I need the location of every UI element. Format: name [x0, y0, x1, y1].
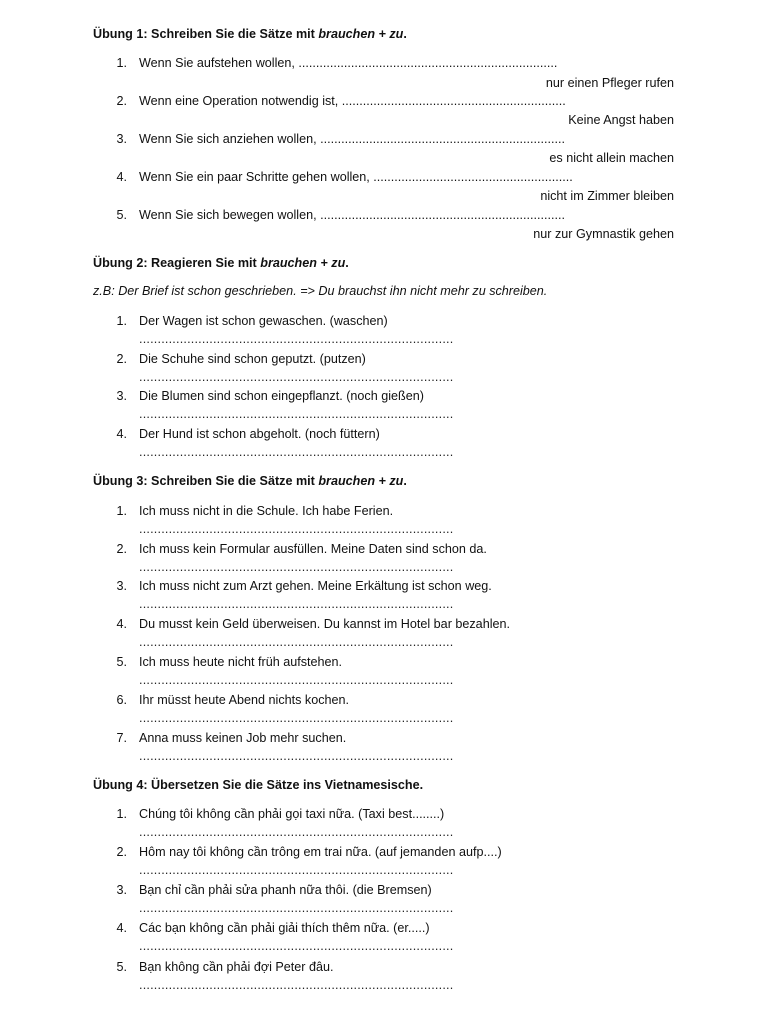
- item-number: 2.: [116, 352, 127, 366]
- item-number: 2.: [116, 542, 127, 556]
- exercise-1-hint: nur einen Pfleger rufen: [545, 76, 674, 90]
- item-number: 2.: [116, 94, 127, 108]
- exercise-2-sentence: Die Schuhe sind schon geputzt. (putzen): [139, 352, 366, 366]
- answer-line[interactable]: .....................................................................................: [139, 332, 454, 346]
- answer-line[interactable]: .....................................................................................: [139, 939, 454, 953]
- exercise-3-sentence: Du musst kein Geld überweisen. Du kannst im Hotel bar bezahlen.: [139, 617, 510, 631]
- answer-line[interactable]: .....................................................................................: [139, 407, 454, 421]
- exercise-2-example: z.B: Der Brief ist schon geschrieben. => Du brauchst ihn nicht mehr zu schreiben.: [93, 284, 548, 298]
- answer-line[interactable]: .....................................................................................: [139, 711, 454, 725]
- exercise-1-sentence: Wenn Sie sich bewegen wollen, ......................................................................: [139, 208, 566, 222]
- answer-line[interactable]: .....................................................................................: [139, 863, 454, 877]
- exercise-2-sentence: Der Hund ist schon abgeholt. (noch füttern): [139, 427, 380, 441]
- answer-line[interactable]: .....................................................................................: [139, 978, 454, 992]
- item-number: 4.: [116, 427, 127, 441]
- exercise-3-sentence: Ihr müsst heute Abend nichts kochen.: [139, 693, 350, 707]
- item-number: 6.: [116, 693, 127, 707]
- exercise-3-sentence: Ich muss kein Formular ausfüllen. Meine Daten sind schon da.: [139, 542, 487, 556]
- item-number: 3.: [116, 389, 127, 403]
- exercise-1-hint: Keine Angst haben: [568, 113, 674, 127]
- exercise-4-title: Übung 4: Übersetzen Sie die Sätze ins Vietnamesische.: [93, 778, 424, 792]
- exercise-2-sentence: Die Blumen sind schon eingepflanzt. (noch gießen): [139, 389, 424, 403]
- exercise-1-sentence: Wenn Sie aufstehen wollen, ..........................................................................: [139, 56, 558, 70]
- exercise-1-sentence: Wenn Sie sich anziehen wollen, ......................................................................: [139, 132, 566, 146]
- exercise-1-hint: es nicht allein machen: [549, 151, 674, 165]
- answer-line[interactable]: .....................................................................................: [139, 597, 454, 611]
- item-number: 5.: [116, 208, 127, 222]
- item-number: 5.: [116, 960, 127, 974]
- exercise-1-hint: nur zur Gymnastik gehen: [533, 227, 674, 241]
- item-number: 3.: [116, 579, 127, 593]
- exercise-4-sentence: Hôm nay tôi không cần trông em trai nữa. (auf jemanden aufp....): [139, 845, 502, 859]
- answer-line[interactable]: .....................................................................................: [139, 673, 454, 687]
- exercise-4-sentence: Bạn chỉ cần phải sửa phanh nữa thôi. (die Bremsen): [139, 883, 432, 897]
- exercise-3-title: Übung 3: Schreiben Sie die Sätze mit brauchen + zu.: [93, 474, 407, 488]
- exercise-2-title: Übung 2: Reagieren Sie mit brauchen + zu.: [93, 256, 349, 270]
- exercise-1-sentence: Wenn Sie ein paar Schritte gehen wollen, .........................................................: [139, 170, 573, 184]
- exercise-4-sentence: Chúng tôi không cần phải gọi taxi nữa. (Taxi best........): [139, 807, 445, 821]
- answer-line[interactable]: .....................................................................................: [139, 522, 454, 536]
- exercise-3-sentence: Ich muss nicht in die Schule. Ich habe Ferien.: [139, 504, 394, 518]
- item-number: 7.: [116, 731, 127, 745]
- exercise-1-sentence: Wenn eine Operation notwendig ist, ................................................................: [139, 94, 566, 108]
- answer-line[interactable]: .....................................................................................: [139, 635, 454, 649]
- answer-line[interactable]: .....................................................................................: [139, 445, 454, 459]
- answer-line[interactable]: .....................................................................................: [139, 901, 454, 915]
- item-number: 3.: [116, 883, 127, 897]
- item-number: 1.: [116, 56, 127, 70]
- item-number: 4.: [116, 617, 127, 631]
- exercise-4-sentence: Bạn không cần phải đợi Peter đâu.: [139, 960, 334, 974]
- item-number: 5.: [116, 655, 127, 669]
- exercise-1-hint: nicht im Zimmer bleiben: [540, 189, 674, 203]
- exercise-1-title: Übung 1: Schreiben Sie die Sätze mit brauchen + zu.: [93, 27, 407, 41]
- answer-line[interactable]: .....................................................................................: [139, 749, 454, 763]
- item-number: 3.: [116, 132, 127, 146]
- exercise-3-sentence: Ich muss nicht zum Arzt gehen. Meine Erkältung ist schon weg.: [139, 579, 492, 593]
- answer-line[interactable]: .....................................................................................: [139, 560, 454, 574]
- item-number: 4.: [116, 170, 127, 184]
- item-number: 2.: [116, 845, 127, 859]
- exercise-2-sentence: Der Wagen ist schon gewaschen. (waschen): [139, 314, 388, 328]
- exercise-4-sentence: Các bạn không cần phải giải thích thêm nữa. (er.....): [139, 921, 430, 935]
- item-number: 1.: [116, 807, 127, 821]
- exercise-3-sentence: Ich muss heute nicht früh aufstehen.: [139, 655, 343, 669]
- answer-line[interactable]: .....................................................................................: [139, 370, 454, 384]
- item-number: 1.: [116, 314, 127, 328]
- item-number: 4.: [116, 921, 127, 935]
- exercise-3-sentence: Anna muss keinen Job mehr suchen.: [139, 731, 347, 745]
- item-number: 1.: [116, 504, 127, 518]
- answer-line[interactable]: .....................................................................................: [139, 825, 454, 839]
